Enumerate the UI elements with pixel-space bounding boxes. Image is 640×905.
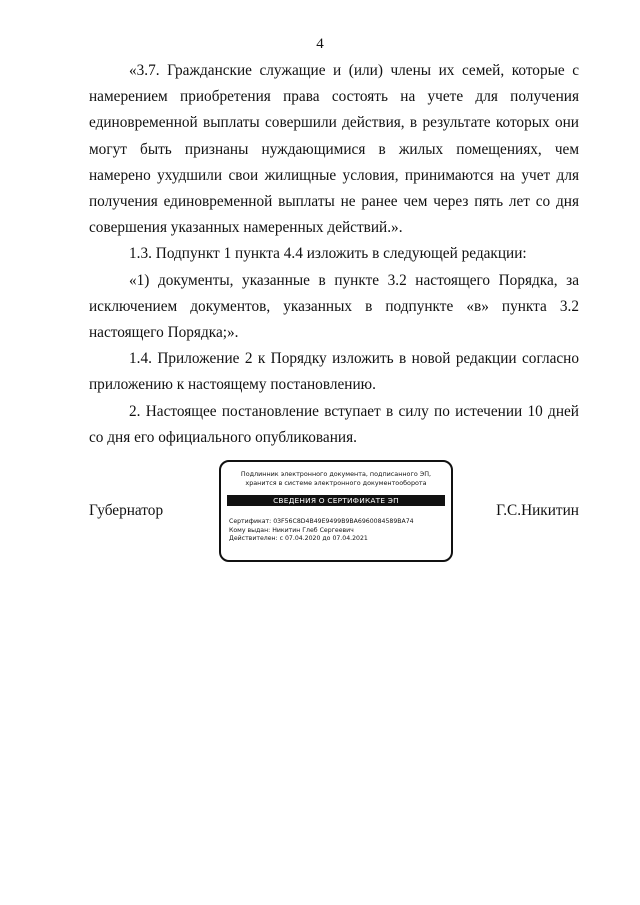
valid-to-label: до [322, 535, 331, 543]
stamp-header-line-1: Подлинник электронного документа, подписанного ЭП, [240, 470, 432, 478]
stamp-title: СВЕДЕНИЯ О СЕРТИФИКАТЕ ЭП [227, 495, 445, 506]
valid-label: Действителен: с [229, 535, 284, 543]
paragraph-subitem-1: «1) документы, указанные в пункте 3.2 настоящего Порядка, за исключением документов, указанных в подпункте «в» пункта 3.2 настоящего Порядка;». [89, 271, 579, 342]
signatory-position: Губернатор [89, 502, 164, 519]
stamp-header [221, 470, 451, 487]
paragraph-1-4: 1.4. Приложение 2 к Порядку изложить в новой редакции согласно приложению к настоящему постановлению. [89, 350, 579, 394]
issued-to-label: Кому выдан: [229, 526, 271, 534]
page-number: 4 [316, 36, 324, 52]
certificate-label: Сертификат: [229, 518, 272, 525]
document-body [89, 58, 579, 451]
valid-to: 07.04.2021 [332, 535, 368, 543]
paragraph-1-3: 1.3. Подпункт 1 пункта 4.4 изложить в следующей редакции: [129, 245, 527, 263]
certificate-row [229, 518, 451, 527]
paragraph-2: 2. Настоящее постановление вступает в силу по истечении 10 дней со дня его официального опубликования. [89, 402, 579, 446]
electronic-signature-stamp [219, 460, 453, 562]
stamp-header-line-2: хранится в системе электронного документооборота [245, 478, 427, 487]
issued-to-value: Никитин Глеб Сергеевич [272, 526, 354, 534]
issued-to-row [229, 527, 451, 536]
validity-row [229, 535, 451, 544]
signatory-name: Г.С.Никитин [496, 502, 579, 519]
paragraph-3-7: «3.7. Гражданские служащие и (или) члены их семей, которые с намерением приобретения права состоять на учете для получения единовременной выплаты совершили действия, в результате которых они могут быть признаны нуждающимися в жилых помещениях, чем намерено ухудшили свои жилищные условия, принимаются на учет для получения единовременной выплаты не ранее чем через пять лет со дня совершения указанных намеренных действий.». [89, 62, 579, 237]
valid-from: 07.04.2020 [284, 535, 321, 543]
stamp-details [229, 518, 451, 544]
signature-block [89, 458, 579, 568]
certificate-value: 03F56C8D4B49E9499B9BA6960084589BA74 [273, 518, 414, 525]
